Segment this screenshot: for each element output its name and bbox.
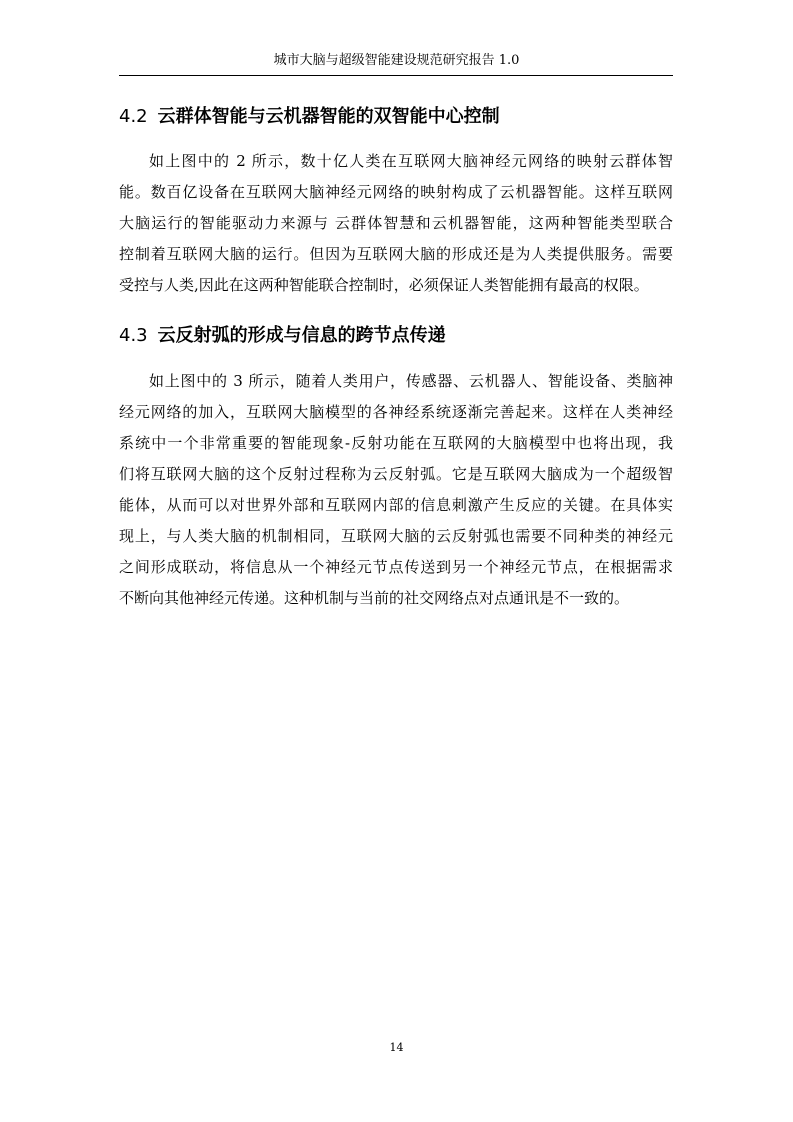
paragraph-line: 能。数百亿设备在互联网大脑神经元网络的映射构成了云机器智能。这样互联网 [119,183,673,201]
paragraph-line: 能体，从而可以对世界外部和互联网内部的信息刺激产生反应的关键。在具体实 [119,496,673,514]
section-title: 云反射弧的形成与信息的跨节点传递 [157,325,446,346]
paragraph-line: 不断向其他神经元传递。这种机制与当前的社交网络点对点通讯是不一致的。 [119,589,630,607]
paragraph-line: 系统中一个非常重要的智能现象-反射功能在互联网的大脑模型中也将出现，我 [119,434,673,452]
section-heading-4-3 [119,324,679,348]
paragraph-line: 经元网络的加入，互联网大脑模型的各神经系统逐渐完善起来。这样在人类神经 [119,403,673,421]
section-number: 4.2 [119,106,148,127]
paragraph-line: 现上，与人类大脑的机制相同，互联网大脑的云反射弧也需要不同种类的神经元 [119,527,673,545]
header-rule [119,75,673,76]
running-header: 城市大脑与超级智能建设规范研究报告 1.0 [273,53,520,68]
page-number: 14 [389,1041,404,1054]
section-paragraph-4-2 [119,146,673,301]
section-title: 云群体智能与云机器智能的双智能中心控制 [157,106,500,127]
section-number: 4.3 [119,325,148,346]
section-paragraph-4-3 [119,366,673,614]
paragraph-line: 们将互联网大脑的这个反射过程称为云反射弧。它是互联网大脑成为一个超级智 [119,465,673,483]
paragraph-line: 大脑运行的智能驱动力来源与 云群体智慧和云机器智能，这两种智能类型联合 [119,214,673,232]
section-heading-4-2 [119,105,679,129]
paragraph-line: 控制着互联网大脑的运行。但因为互联网大脑的形成还是为人类提供服务。需要 [119,245,673,263]
paragraph-line: 受控与人类,因此在这两种智能联合控制时，必须保证人类智能拥有最高的权限。 [119,276,649,294]
paragraph-line: 如上图中的 2 所示，数十亿人类在互联网大脑神经元网络的映射云群体智 [149,152,673,170]
paragraph-line: 如上图中的 3 所示，随着人类用户，传感器、云机器人、智能设备、类脑神 [149,372,673,390]
paragraph-line: 之间形成联动，将信息从一个神经元节点传送到另一个神经元节点，在根据需求 [119,558,673,576]
